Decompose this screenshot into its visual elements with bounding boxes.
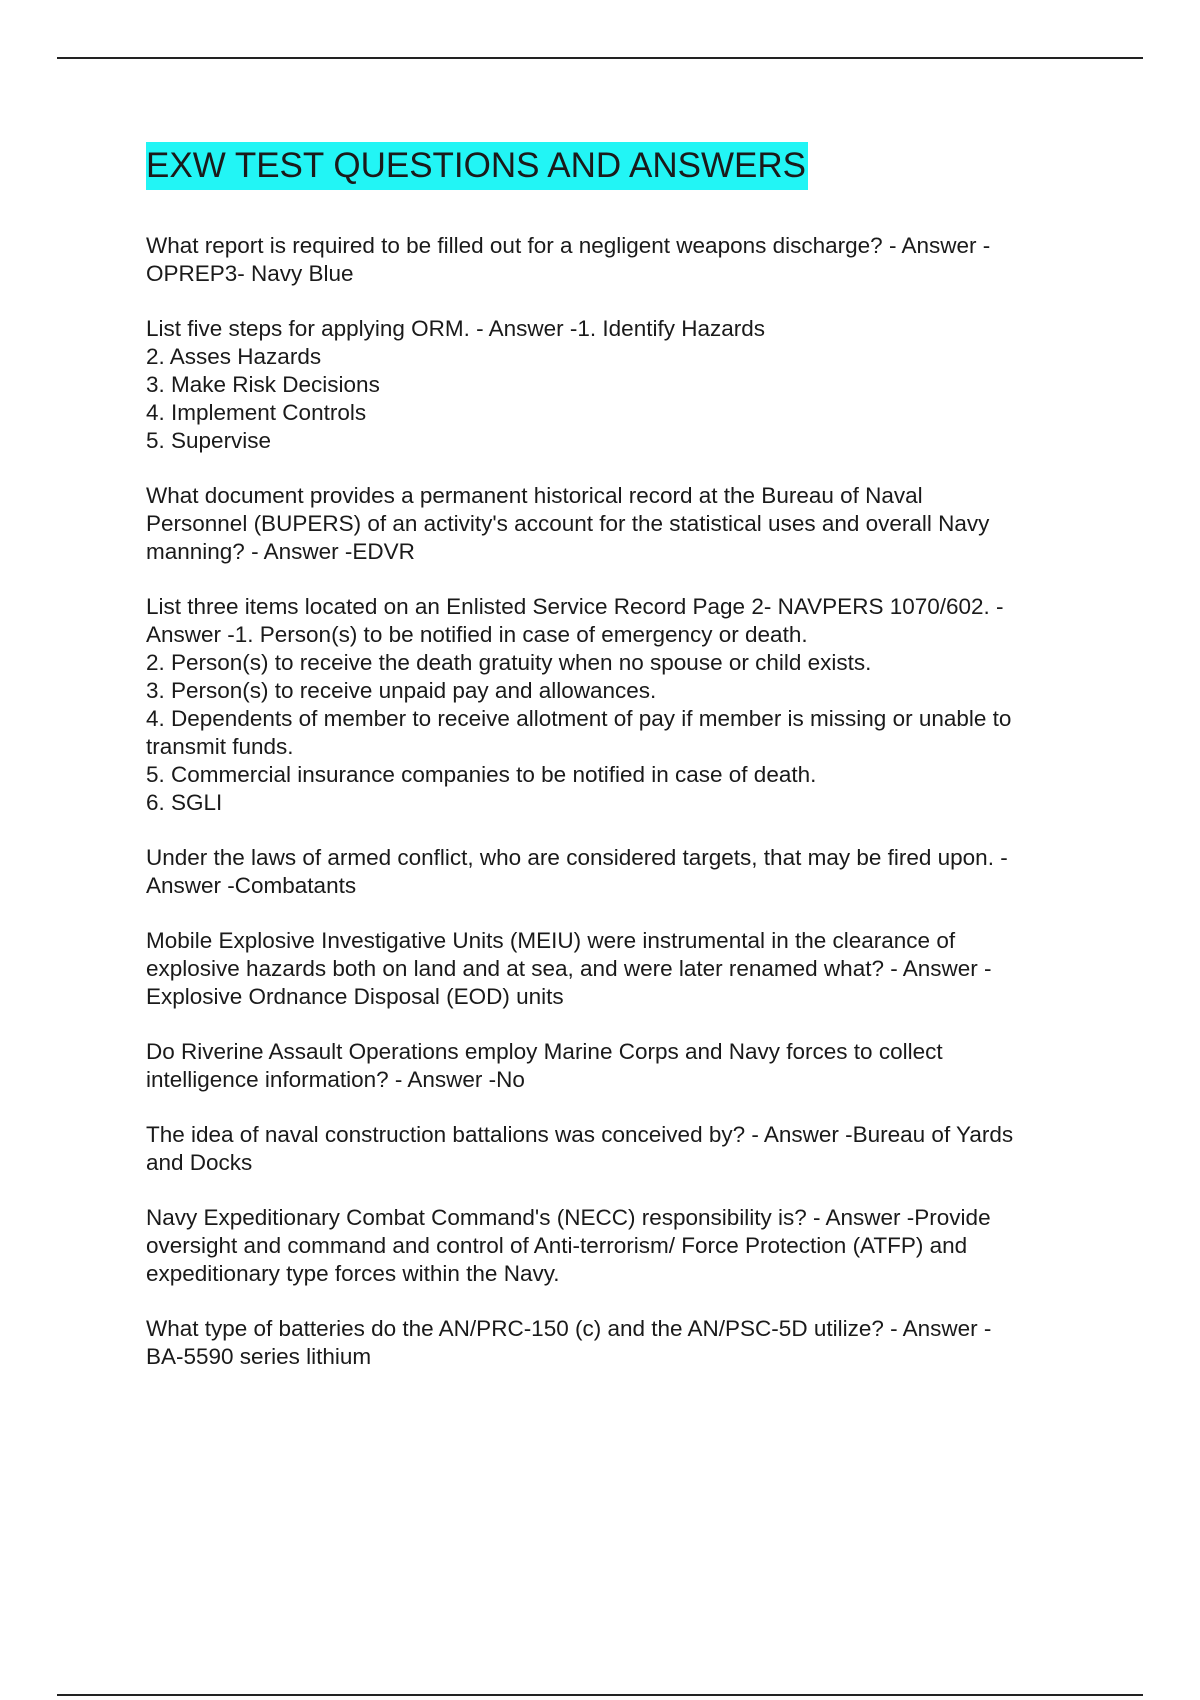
qa-line: What document provides a permanent historical record at the Bureau of Naval <box>146 483 923 508</box>
qa-line: OPREP3- Navy Blue <box>146 261 354 286</box>
document-title: EXW TEST QUESTIONS AND ANSWERS <box>146 142 808 190</box>
qa-line: 3. Person(s) to receive unpaid pay and allowances. <box>146 678 657 703</box>
qa-line: manning? - Answer -EDVR <box>146 539 415 564</box>
qa-line: oversight and command and control of Anti-terrorism/ Force Protection (ATFP) and <box>146 1233 968 1258</box>
qa-line: 4. Dependents of member to receive allotment of pay if member is missing or unable to <box>146 706 1012 731</box>
qa-line: Under the laws of armed conflict, who are considered targets, that may be fired upon. - <box>146 845 1008 870</box>
qa-item <box>146 1204 1096 1288</box>
qa-line: transmit funds. <box>146 734 294 759</box>
qa-line: What type of batteries do the AN/PRC-150 (c) and the AN/PSC-5D utilize? - Answer - <box>146 1316 992 1341</box>
qa-line: Answer -Combatants <box>146 873 357 898</box>
qa-item <box>146 1121 1096 1177</box>
qa-line: Do Riverine Assault Operations employ Marine Corps and Navy forces to collect <box>146 1039 943 1064</box>
qa-line: Explosive Ordnance Disposal (EOD) units <box>146 984 564 1009</box>
qa-line: Mobile Explosive Investigative Units (MEIU) were instrumental in the clearance of <box>146 928 956 953</box>
qa-line: The idea of naval construction battalions was conceived by? - Answer -Bureau of Yards <box>146 1122 1014 1147</box>
qa-line: 3. Make Risk Decisions <box>146 372 380 397</box>
qa-line: Personnel (BUPERS) of an activity's account for the statistical uses and overall Navy <box>146 511 990 536</box>
qa-line: List three items located on an Enlisted Service Record Page 2- NAVPERS 1070/602. - <box>146 594 1004 619</box>
document-body <box>146 142 1096 1398</box>
qa-line: 5. Commercial insurance companies to be notified in case of death. <box>146 762 817 787</box>
qa-line: explosive hazards both on land and at sea, and were later renamed what? - Answer - <box>146 956 992 981</box>
qa-line: Navy Expeditionary Combat Command's (NECC) responsibility is? - Answer -Provide <box>146 1205 991 1230</box>
qa-line: BA-5590 series lithium <box>146 1344 372 1369</box>
qa-list <box>146 232 1096 1371</box>
qa-item <box>146 482 1096 566</box>
qa-line: 6. SGLI <box>146 790 223 815</box>
qa-item <box>146 593 1096 817</box>
qa-item <box>146 844 1096 900</box>
qa-line: 2. Person(s) to receive the death gratuity when no spouse or child exists. <box>146 650 872 675</box>
qa-item <box>146 232 1096 288</box>
qa-item <box>146 927 1096 1011</box>
qa-item <box>146 1315 1096 1371</box>
qa-line: What report is required to be filled out for a negligent weapons discharge? - Answer - <box>146 233 991 258</box>
qa-item <box>146 315 1096 455</box>
top-rule <box>57 57 1143 59</box>
qa-item <box>146 1038 1096 1094</box>
qa-line: and Docks <box>146 1150 253 1175</box>
qa-line: List five steps for applying ORM. - Answer -1. Identify Hazards <box>146 316 765 341</box>
qa-line: 2. Asses Hazards <box>146 344 322 369</box>
qa-line: Answer -1. Person(s) to be notified in case of emergency or death. <box>146 622 808 647</box>
qa-line: 5. Supervise <box>146 428 272 453</box>
qa-line: 4. Implement Controls <box>146 400 367 425</box>
qa-line: expeditionary type forces within the Navy. <box>146 1261 560 1286</box>
qa-line: intelligence information? - Answer -No <box>146 1067 525 1092</box>
bottom-rule <box>57 1694 1143 1696</box>
